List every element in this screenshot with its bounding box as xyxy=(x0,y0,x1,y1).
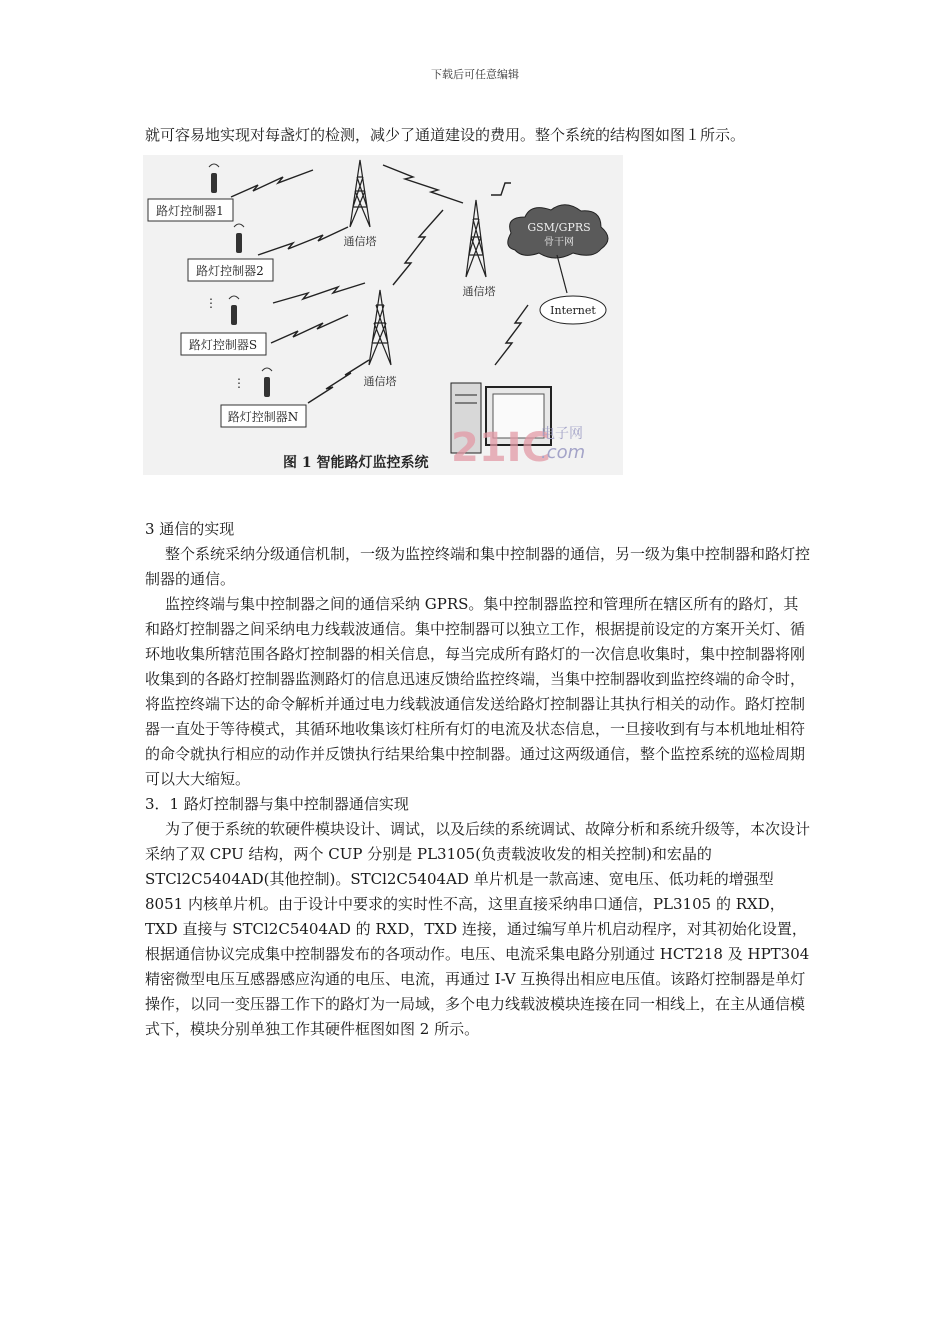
section-body xyxy=(145,517,813,1042)
tower-label-3: 通信塔 xyxy=(363,375,397,388)
controller-label-s: 路灯控制器S xyxy=(188,338,258,352)
ellipsis-2: ⋮ xyxy=(233,376,245,390)
internet-label: Internet xyxy=(550,304,596,317)
figure-caption: 图 1 智能路灯监控系统 xyxy=(283,455,429,471)
intro-paragraph: 就可容易地实现对每盏灯的检测，减少了通道建设的费用。整个系统的结构图如图１所示。 xyxy=(145,126,746,144)
page-header-note: 下载后可任意编辑 xyxy=(431,68,519,81)
section-heading: 3 通信的实现 xyxy=(145,520,235,538)
watermark-cn: 电子网 xyxy=(541,426,583,442)
cloud-label-2: 骨干网 xyxy=(544,237,574,248)
paragraph-2: 监控终端与集中控制器之间的通信采纳 GPRS。集中控制器监控和管理所在辖区所有的路灯，其和路灯控制器之间采纳电力线载波通信。集中控制器可以独立工作，根据提前设定的方案开关灯、循环地收集所辖范围各路灯控制器的相关信息，每当完成所有路灯的一次信息收集时，集中控制器将刚收集到的各路灯控制器监测路灯的信息迅速反馈给监控终端，当集中控制器收到监控终端的命令时，将监控终端下达的命令解析并通过电力线载波通信发送给路灯控制器让其执行相关的动作。路灯控制器一直处于等待模式，其循环地收集该灯柱所有灯的电流及状态信息，一旦接收到有与本机地址相符的命令就执行相应的动作并反馈执行结果给集中控制器。通过这两级通信，整个监控系统的巡检周期可以大大缩短。 xyxy=(145,595,806,788)
paragraph-1: 整个系统采纳分级通信机制，一级为监控终端和集中控制器的通信，另一级为集中控制器和路灯控制器的通信。 xyxy=(145,545,811,588)
controller-label-n: 路灯控制器N xyxy=(227,410,299,424)
tower-label-1: 通信塔 xyxy=(343,235,377,248)
paragraph-3: 为了便于系统的软硬件模块设计、调试，以及后续的系统调试、故障分析和系统升级等，本次设计采纳了双 CPU 结构，两个 CUP 分别是 PL3105(负责载波收发的相关控制)和宏晶的 STCl2C5404AD(其他控制)。STCl2C5404AD 单片机是一款高速、宽电压、低功耗的增强型 8051 内核单片机。由于设计中要求的实时性不高，这里直接采纳串口通信，PL3105 的 RXD，TXD 直接与 STCl2C5404AD 的 RXD，TXD 连接，通过编写单片机启动程序，对其初始化设置，根据通信协议完成集中控制器发布的各项动作。电压、电流采集电路分别通过 HCT218 及 HPT304 精密微型电压互感器感应沟通的电压、电流，再通过 I-V 互换得出相应电压值。该路灯控制器是单灯操作，以同一变压器工作下的路灯为一局域，多个电力线载波模块连接在同一相线上，在主从通信模式下，模块分别单独工作其硬件框图如图 2 所示。 xyxy=(145,820,811,1038)
watermark-com: .com xyxy=(541,442,586,463)
cloud-label-1: GSM/GPRS xyxy=(527,221,591,234)
tower-label-2: 通信塔 xyxy=(462,285,496,298)
controller-label-2: 路灯控制器2 xyxy=(196,264,264,278)
system-structure-figure xyxy=(143,155,623,475)
subsection-heading: 3．1 路灯控制器与集中控制器通信实现 xyxy=(145,795,409,813)
watermark-main: 21IC xyxy=(451,425,551,471)
controller-label-1: 路灯控制器1 xyxy=(156,204,224,218)
ellipsis-1: ⋮ xyxy=(205,296,217,310)
